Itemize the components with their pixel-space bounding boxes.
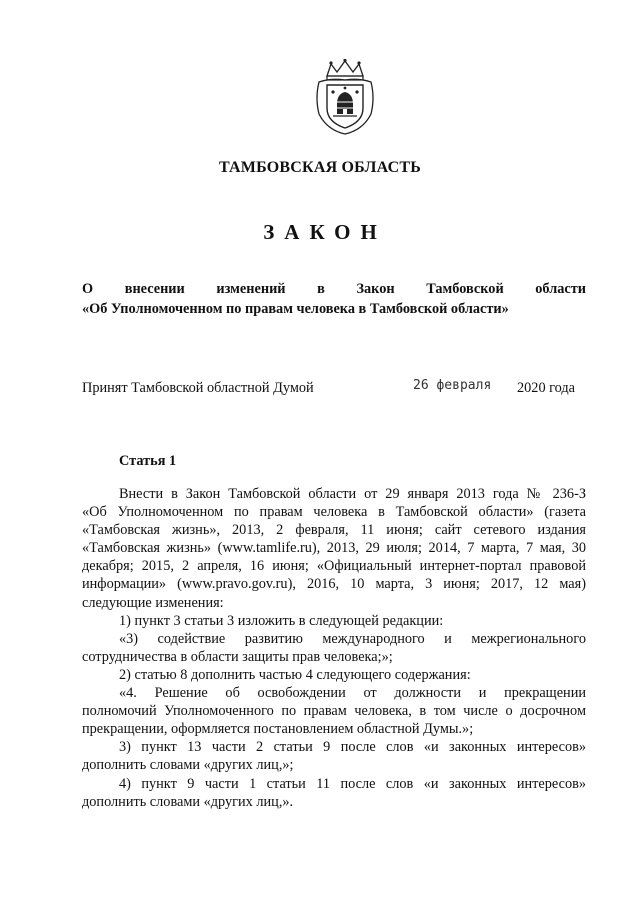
adopted-by-label: Принят Тамбовской областной Думой: [82, 380, 314, 396]
text-line: 4) пункт 9 части 1 статьи 11 после слов «и законных интересов»: [119, 775, 586, 792]
text-line: информации» (www.pravo.gov.ru), 2016, 10 марта, 3 июня; 2017, 12 мая): [82, 576, 586, 593]
region-title: ТАМБОВСКАЯ ОБЛАСТЬ: [218, 159, 422, 176]
document-type-title: ЗАКОН: [263, 220, 387, 244]
text-line: Внести в Закон Тамбовской области от 29 января 2013 года № 236-З: [119, 486, 586, 502]
text-line: следующие изменения:: [82, 594, 224, 611]
law-subject-line: «Об Уполномоченном по правам человека в Тамбовской области»: [82, 301, 509, 317]
text-line: «Об Уполномоченном по правам человека в Тамбовской области» (газета: [82, 504, 586, 521]
text-line: 3) пункт 13 части 2 статьи 9 после слов «и законных интересов»: [119, 739, 586, 756]
adoption-year: 2020 года: [517, 380, 576, 396]
text-line: «Тамбовская жизнь» (www.tamlife.ru), 2013, 29 июля; 2014, 7 марта, 7 мая, 30: [82, 540, 586, 557]
text-line: полномочий Уполномоченного по правам человека, в том числе о досрочном: [82, 703, 586, 720]
text-line: «3) содействие развитию международного и межрегионального: [119, 630, 586, 647]
law-subject-line: О внесении изменений в Закон Тамбовской области: [82, 281, 586, 297]
text-line: декабря; 2015, 2 апреля, 16 июня; «Официальный интернет-портал правовой: [82, 558, 586, 575]
text-line: сотрудничества в области защиты прав человека;»;: [82, 648, 393, 665]
text-line: 2) статью 8 дополнить частью 4 следующего содержания:: [119, 666, 471, 683]
text-line: 1) пункт 3 статьи 3 изложить в следующей редакции:: [119, 612, 444, 629]
text-line: прекращении, оформляется постановлением областной Думы.»;: [82, 721, 474, 738]
item-2: [82, 666, 586, 684]
adoption-date: 26 февраля: [413, 378, 492, 393]
text-line: дополнить словами «других лиц,».: [82, 793, 294, 810]
text-line: «Тамбовская жизнь», 2013, 2 февраля, 11 июня; сайт сетевого издания: [82, 522, 586, 539]
text-line: дополнить словами «других лиц,»;: [82, 757, 294, 774]
item-1-quote: [82, 630, 586, 666]
article-body: [82, 485, 586, 811]
text-line: «4. Решение об освобождении от должности и прекращении: [119, 685, 586, 702]
coat-of-arms-icon: [313, 58, 377, 136]
item-4: [82, 775, 586, 811]
article-title: Статья 1: [119, 453, 177, 469]
item-3: [82, 738, 586, 774]
law-subject: [82, 279, 586, 319]
item-1: [82, 612, 586, 630]
item-2-quote: [82, 684, 586, 738]
intro-paragraph: [82, 485, 586, 612]
